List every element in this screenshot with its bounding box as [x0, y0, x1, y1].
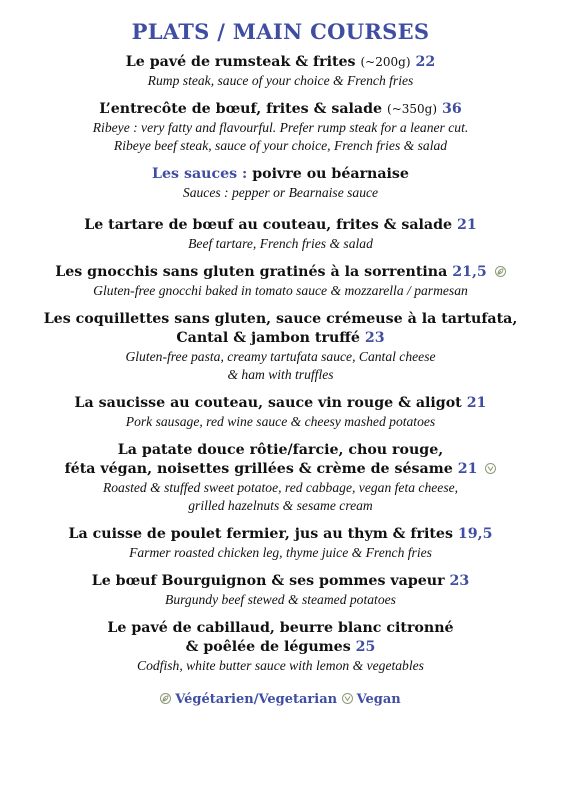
vegetarian-leaf-icon	[495, 266, 506, 277]
item-name: & poêlée de légumes	[185, 639, 351, 655]
item-name: Le pavé de cabillaud, beurre blanc citronné	[107, 620, 454, 636]
item-description: Pork sausage, red wine sauce & cheesy mashed potatoes	[125, 414, 436, 429]
sauces-label: Les sauces :	[152, 166, 248, 182]
item-name: Les gnocchis sans gluten gratinés à la sorrentina	[55, 264, 448, 280]
diet-legend	[0, 691, 561, 709]
item-description: Gluten-free gnocchi baked in tomato sauce & mozzarella / parmesan	[93, 283, 468, 298]
menu-item-cabillaud	[0, 619, 561, 675]
item-name: La cuisse de poulet fermier, jus au thym & frites	[68, 526, 453, 542]
item-weight: (~200g)	[360, 55, 411, 69]
menu-item-saucisse	[0, 394, 561, 431]
page-title: PLATS / MAIN COURSES	[131, 19, 430, 44]
item-description: Farmer roasted chicken leg, thyme juice & French fries	[129, 545, 432, 560]
item-description: Gluten-free pasta, creamy tartufata sauce, Cantal cheese	[125, 349, 436, 364]
menu-item-gnocchis	[0, 263, 561, 300]
legend-vegetarian: Végétarien/Vegetarian	[175, 692, 338, 707]
vegan-v-icon	[342, 693, 353, 704]
item-price: 21	[457, 217, 477, 233]
item-name: Le tartare de bœuf au couteau, frites & salade	[84, 217, 453, 233]
item-price: 21	[466, 395, 487, 411]
item-description: Roasted & stuffed sweet potatoe, red cabbage, vegan feta cheese,	[102, 480, 459, 495]
item-price: 23	[364, 330, 385, 346]
item-description: Rump steak, sauce of your choice & French fries	[147, 73, 414, 88]
vegetarian-leaf-icon	[160, 693, 171, 704]
item-description: Sauces : pepper or Bearnaise sauce	[182, 185, 379, 200]
item-description: Codfish, white butter sauce with lemon & vegetables	[137, 658, 424, 673]
item-weight: (~350g)	[387, 102, 438, 116]
menu-item-bourguignon	[0, 572, 561, 609]
item-description: & ham with truffles	[227, 367, 334, 382]
item-name: Cantal & jambon truffé	[176, 330, 360, 346]
item-price: 25	[355, 639, 376, 655]
item-price: 21	[457, 461, 478, 477]
item-price: 36	[442, 101, 462, 117]
vegan-v-icon	[485, 463, 496, 474]
menu-item-sauces	[0, 165, 561, 202]
item-name: Les coquillettes sans gluten, sauce crémeuse à la tartufata,	[43, 311, 518, 327]
item-name: féta végan, noisettes grillées & crème de sésame	[64, 461, 453, 477]
item-price: 23	[449, 573, 470, 589]
item-name: Le bœuf Bourguignon & ses pommes vapeur	[91, 573, 445, 589]
item-description: Ribeye beef steak, sauce of your choice, French fries & salad	[113, 138, 448, 153]
menu-item-patate-douce	[0, 441, 561, 515]
item-name: La saucisse au couteau, sauce vin rouge & aligot	[74, 395, 462, 411]
menu-item-tartare	[0, 216, 561, 253]
item-price: 19,5	[457, 526, 493, 542]
menu-item-coquillettes	[0, 310, 561, 384]
item-description: grilled hazelnuts & sesame cream	[188, 498, 373, 513]
menu-item-poulet	[0, 525, 561, 562]
item-name: L’entrecôte de bœuf, frites & salade	[99, 101, 383, 117]
menu-item-entrecote	[0, 100, 561, 155]
item-name: La patate douce rôtie/farcie, chou rouge,	[117, 442, 444, 458]
item-price: 22	[415, 54, 436, 70]
item-description: Burgundy beef stewed & steamed potatoes	[165, 592, 396, 607]
legend-vegan: Vegan	[356, 692, 401, 707]
menu-item-rumsteak	[0, 53, 561, 90]
item-name: poivre ou béarnaise	[252, 166, 409, 182]
item-description: Ribeye : very fatty and flavourful. Prefer rump steak for a leaner cut.	[92, 120, 469, 135]
item-price: 21,5	[452, 264, 487, 280]
item-name: Le pavé de rumsteak & frites	[125, 54, 356, 70]
item-description: Beef tartare, French fries & salad	[188, 236, 373, 251]
